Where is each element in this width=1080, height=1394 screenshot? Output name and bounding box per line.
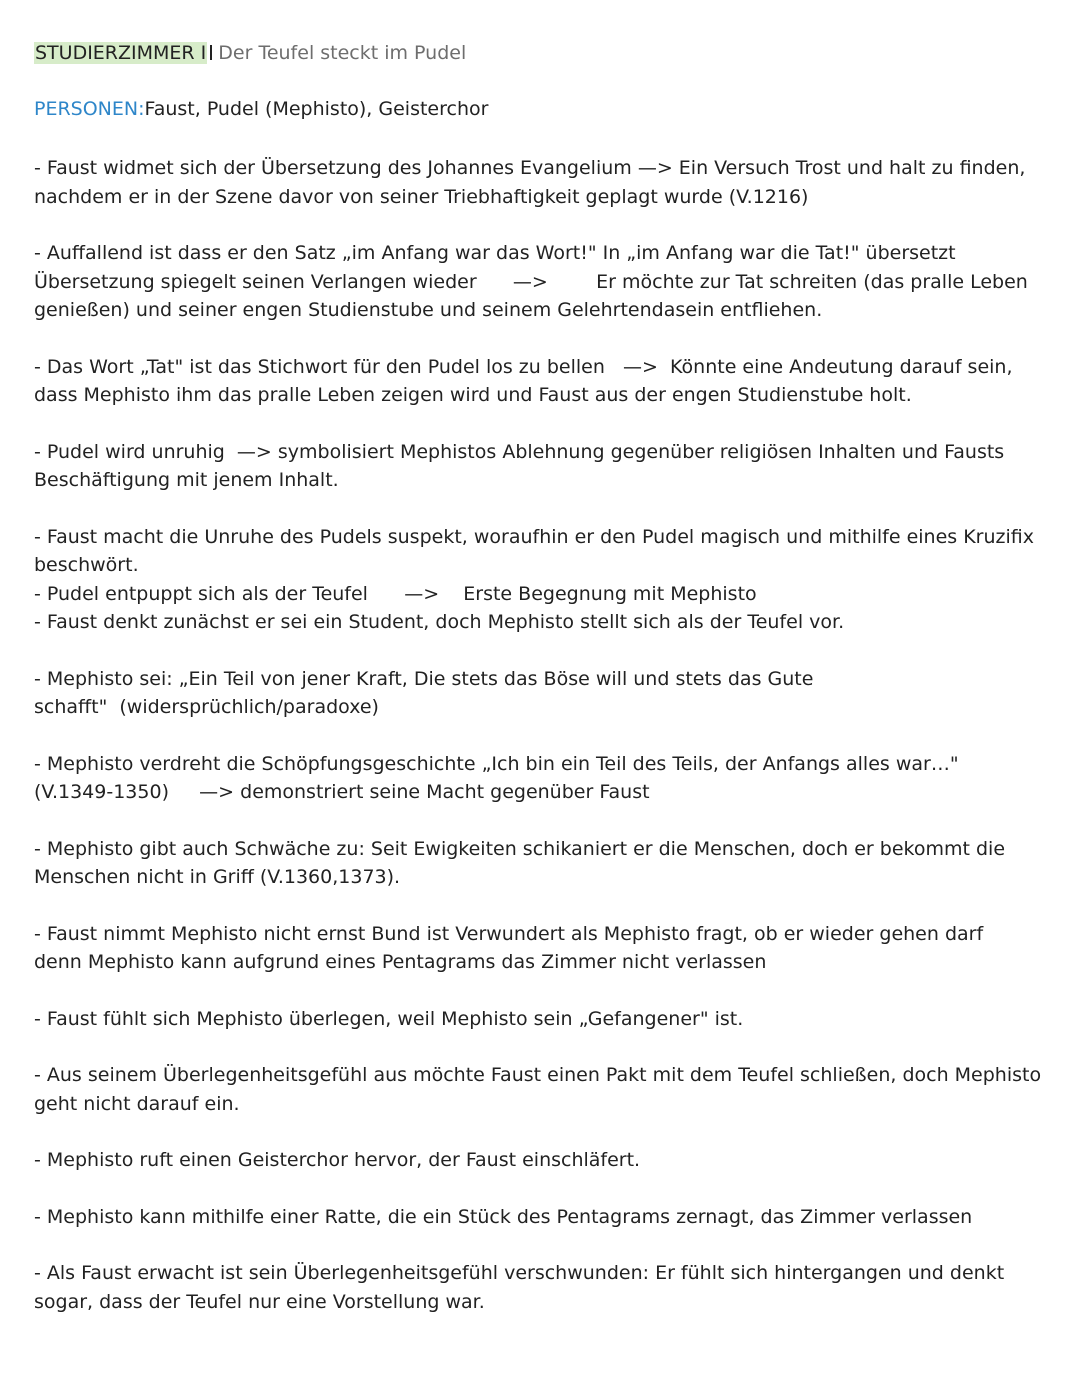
note-line: Beschäftigung mit jenem Inhalt. xyxy=(34,469,339,491)
note-line: sogar, dass der Teufel nur eine Vorstellung war. xyxy=(34,1290,485,1313)
title-subtitle: Der Teufel steckt im Pudel xyxy=(218,42,467,64)
note-line: schafft" (widersprüchlich/paradoxe) xyxy=(34,696,379,718)
note-line: - Als Faust erwacht ist sein Überlegenheitsgefühl verschwunden: Er fühlt sich hintergangen und denkt xyxy=(34,1262,1005,1284)
note-line: denn Mephisto kann aufgrund eines Pentagrams das Zimmer nicht verlassen xyxy=(34,951,767,973)
note-line: - Pudel entpuppt sich als der Teufel —> Erste Begegnung mit Mephisto xyxy=(34,582,757,605)
personen-value: Faust, Pudel (Mephisto), Geisterchor xyxy=(144,98,489,120)
note-line: - Faust macht die Unruhe des Pudels suspekt, woraufhin er den Pudel magisch und mithilfe eines Kruzifix xyxy=(34,525,1034,548)
note-line: dass Mephisto ihm das pralle Leben zeigen wird und Faust aus der engen Studienstube holt. xyxy=(34,384,912,406)
note-line: - Mephisto sei: „Ein Teil von jener Kraft, Die stets das Böse will und stets das Gute xyxy=(34,667,814,690)
title-separator xyxy=(210,45,212,60)
note-paragraph xyxy=(34,835,1044,892)
notes-content xyxy=(34,154,1044,1344)
note-line: - Faust nimmt Mephisto nicht ernst Bund ist Verwundert als Mephisto fragt, ob er wieder gehen darf xyxy=(34,922,984,945)
note-line: - Mephisto verdreht die Schöpfungsgeschichte „Ich bin ein Teil des Teils, der Anfangs alles war…" xyxy=(34,752,959,775)
note-paragraph xyxy=(34,438,1044,495)
note-line: - Pudel wird unruhig —> symbolisiert Mephistos Ablehnung gegenüber religiösen Inhalten und Fausts xyxy=(34,440,1005,463)
note-line: Übersetzung spiegelt seinen Verlangen wieder —> Er möchte zur Tat schreiten (das pralle Leben xyxy=(34,270,1028,293)
note-paragraph xyxy=(34,1005,1044,1034)
note-line: - Faust widmet sich der Übersetzung des Johannes Evangelium —> Ein Versuch Trost und halt zu finden, xyxy=(34,157,1026,179)
note-line: - Mephisto ruft einen Geisterchor hervor, der Faust einschläfert. xyxy=(34,1149,641,1171)
note-line: - Faust denkt zunächst er sei ein Student, doch Mephisto stellt sich als der Teufel vor. xyxy=(34,611,845,633)
note-paragraph xyxy=(34,239,1044,325)
note-line: - Auffallend ist dass er den Satz „im Anfang war das Wort!" In „im Anfang war die Tat!" übersetzt xyxy=(34,242,956,264)
note-line: nachdem er in der Szene davor von seiner Triebhaftigkeit geplagt wurde (V.1216) xyxy=(34,185,809,208)
note-paragraph xyxy=(34,154,1044,211)
page-title xyxy=(34,42,466,64)
note-paragraph xyxy=(34,920,1044,977)
note-paragraph xyxy=(34,750,1044,807)
note-paragraph xyxy=(34,523,1044,637)
note-line: geht nicht darauf ein. xyxy=(34,1092,240,1115)
note-line: (V.1349-1350) —> demonstriert seine Macht gegenüber Faust xyxy=(34,781,650,803)
title-main: STUDIERZIMMER I xyxy=(35,42,207,64)
note-paragraph xyxy=(34,1146,1044,1175)
note-line: - Das Wort „Tat" ist das Stichwort für den Pudel los zu bellen —> Könnte eine Andeutung darauf sein, xyxy=(34,355,1013,378)
note-line: - Faust fühlt sich Mephisto überlegen, weil Mephisto sein „Gefangener" ist. xyxy=(34,1007,744,1030)
note-line: - Mephisto gibt auch Schwäche zu: Seit Ewigkeiten schikaniert er die Menschen, doch er bekommt die xyxy=(34,837,1006,860)
note-paragraph xyxy=(34,353,1044,410)
note-paragraph xyxy=(34,1061,1044,1118)
note-line: beschwört. xyxy=(34,554,139,576)
note-paragraph xyxy=(34,1259,1044,1316)
note-line: - Aus seinem Überlegenheitsgefühl aus möchte Faust einen Pakt mit dem Teufel schließen, doch Mephisto xyxy=(34,1064,1042,1086)
note-line: - Mephisto kann mithilfe einer Ratte, die ein Stück des Pentagrams zernagt, das Zimmer verlassen xyxy=(34,1205,973,1228)
personen-line xyxy=(34,98,488,120)
personen-label: PERSONEN: xyxy=(34,98,145,120)
note-line: Menschen nicht in Griff (V.1360,1373). xyxy=(34,866,401,888)
note-paragraph xyxy=(34,1203,1044,1232)
note-line: genießen) und seiner engen Studienstube und seinem Gelehrtendasein entfliehen. xyxy=(34,299,823,321)
note-paragraph xyxy=(34,665,1044,722)
